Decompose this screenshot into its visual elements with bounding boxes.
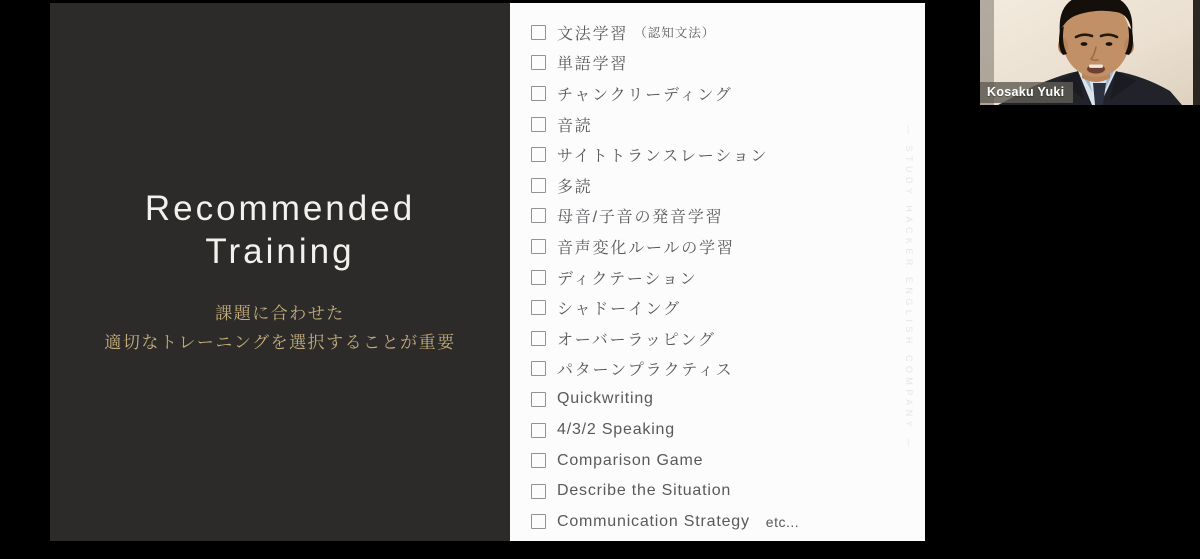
- checkbox-icon: [531, 147, 546, 162]
- checkbox-icon: [531, 453, 546, 468]
- checkbox-icon: [531, 25, 546, 40]
- checklist-item: [531, 201, 925, 232]
- checkbox-icon: [531, 361, 546, 376]
- checklist-item-label: ディクテーション: [557, 270, 698, 288]
- checkbox-icon: [531, 423, 546, 438]
- checkbox-icon: [531, 300, 546, 315]
- checklist-panel: [510, 3, 925, 541]
- checklist-item: [531, 262, 925, 293]
- checklist-item: [531, 354, 925, 385]
- checklist-item: [531, 323, 925, 354]
- slide-title-line2: Training: [205, 232, 355, 271]
- checkbox-icon: [531, 331, 546, 346]
- checkbox-icon: [531, 86, 546, 101]
- training-checklist: [510, 3, 925, 537]
- brand-watermark: — STUDY HACKER ENGLISH COMPANY —: [904, 125, 914, 452]
- checklist-item: [531, 48, 925, 79]
- checklist-item: [531, 17, 925, 48]
- checkbox-icon: [531, 514, 546, 529]
- checklist-item: [531, 507, 925, 538]
- checkbox-icon: [531, 208, 546, 223]
- checklist-item-label: オーバーラッピング: [557, 331, 716, 349]
- slide-subtitle-line1: 課題に合わせた: [215, 304, 345, 323]
- checkbox-icon: [531, 270, 546, 285]
- checkbox-icon: [531, 484, 546, 499]
- checklist-item: [531, 170, 925, 201]
- checklist-item-label: 音声変化ルールの学習: [557, 239, 735, 257]
- checklist-item-label: 多読: [557, 178, 593, 196]
- checklist-item: [531, 292, 925, 323]
- checkbox-icon: [531, 178, 546, 193]
- checklist-item-label: Quickwriting: [557, 390, 654, 408]
- checklist-item-label: 4/3/2 Speaking: [557, 421, 675, 439]
- slide-subtitle: [104, 299, 455, 357]
- checklist-item: [531, 231, 925, 262]
- checklist-item-label: 単語学習: [557, 56, 629, 74]
- checkbox-icon: [531, 55, 546, 70]
- checklist-item-label: Describe the Situation: [557, 482, 732, 500]
- checklist-item-note: （認知文法）: [634, 26, 716, 41]
- checkbox-icon: [531, 392, 546, 407]
- checklist-item: [531, 476, 925, 507]
- checklist-item-label: パターンプラクティス: [557, 362, 734, 380]
- participant-name-label: Kosaku Yuki: [980, 82, 1073, 103]
- slide-subtitle-line2: 適切なトレーニングを選択することが重要: [104, 333, 456, 352]
- checklist-item: [531, 415, 925, 446]
- checklist-item: [531, 139, 925, 170]
- checklist-item-label: シャドーイング: [557, 301, 681, 319]
- checklist-item: [531, 384, 925, 415]
- slide-title-line1: Recommended: [144, 189, 416, 228]
- checkbox-icon: [531, 239, 546, 254]
- presentation-slide: [50, 3, 510, 541]
- checklist-item: [531, 109, 925, 140]
- checkbox-icon: [531, 117, 546, 132]
- checklist-item: [531, 445, 925, 476]
- checklist-item-label: 母音/子音の発音学習: [557, 209, 724, 227]
- checklist-item-label: Comparison Game: [557, 451, 704, 469]
- checklist-item-note: etc...: [765, 513, 800, 530]
- checklist-item-label: サイトトランスレーション: [557, 148, 769, 166]
- checklist-item-label: チャンクリーディング: [557, 86, 733, 104]
- checklist-item-label: Communication Strategy: [557, 512, 750, 530]
- webcam-tile[interactable]: [980, 0, 1200, 105]
- checklist-item-label: 音読: [557, 117, 593, 135]
- slide-title: [145, 187, 415, 273]
- checklist-item-label: 文法学習: [557, 25, 629, 43]
- checklist-item: [531, 78, 925, 109]
